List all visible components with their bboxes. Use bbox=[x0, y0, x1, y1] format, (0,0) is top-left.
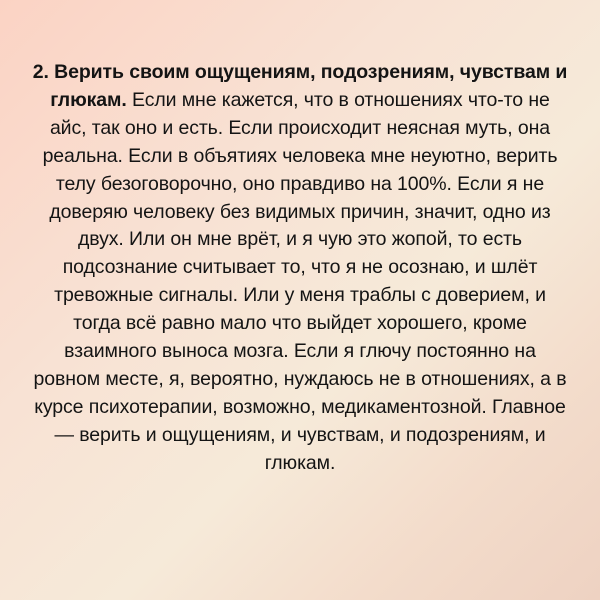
post-paragraph bbox=[30, 59, 570, 478]
post-body: Если мне кажется, что в отношениях что-то не айс, так оно и есть. Если происходит неясная муть, она реальна. Если в объятиях человека мне неуютно, верить телу безоговорочно, оно правдиво на 100%. Если я не доверяю человеку без видимых причин, значит, одно из двух. Или он мне врёт, и я чую это жопой, то есть подсознание считывает то, что я не осознаю, и шлёт тревожные сигналы. Или у меня траблы с доверием, и тогда всё равно мало что выйдет хорошего, кроме взаимного выноса мозга. Если я глючу постоянно на ровном месте, я, вероятно, нуждаюсь не в отношениях, а в курсе психотерапии, возможно, медикаментозной. Главное — верить и ощущениям, и чувствам, и подозрениям, и глюкам. bbox=[33, 88, 567, 474]
post-heading: 2. Верить своим ощущениям, подозрениям, чувствам и глюкам. bbox=[32, 61, 568, 111]
